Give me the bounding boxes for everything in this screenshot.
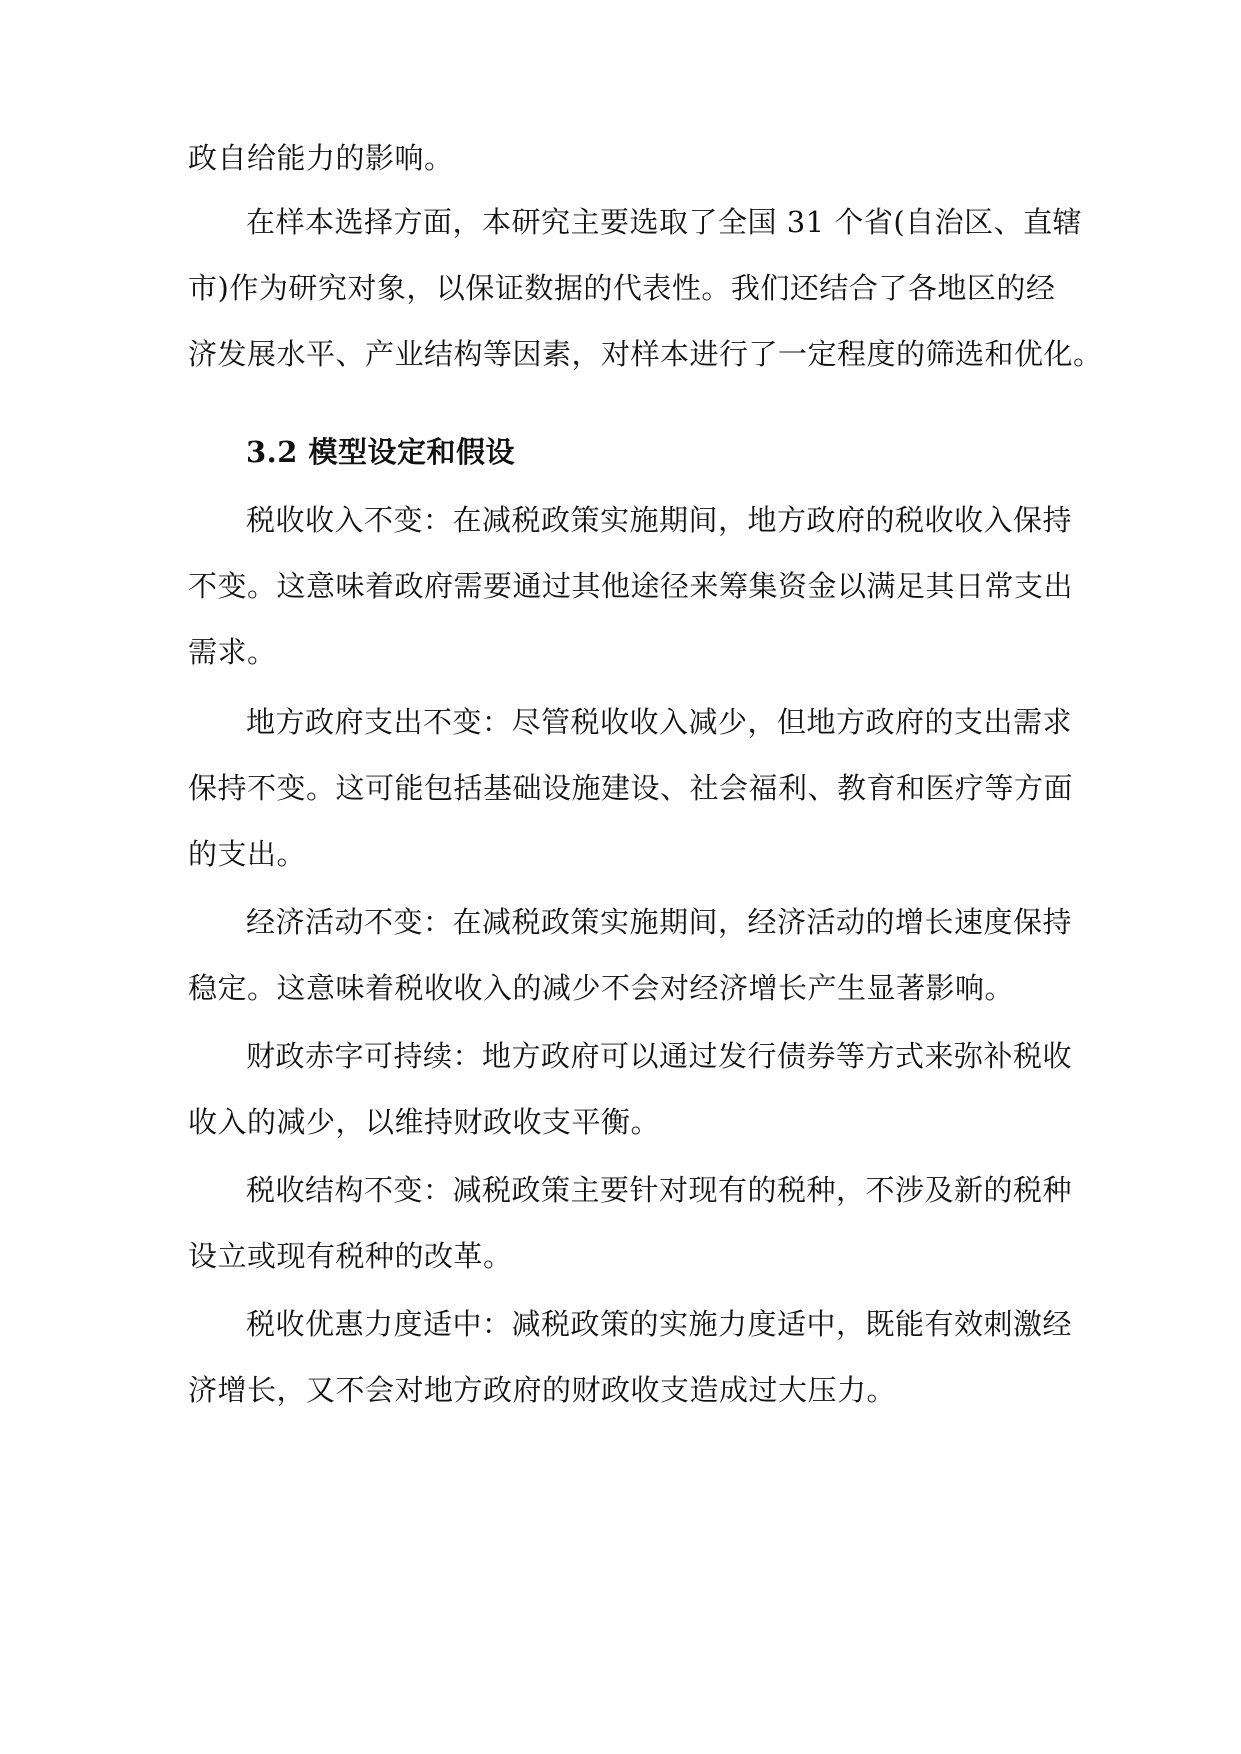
text-line: 税收结构不变：减税政策主要针对现有的税种，不涉及新的税种 bbox=[246, 1173, 1073, 1207]
text-line: 济增长，又不会对地方政府的财政收支造成过大压力。 bbox=[188, 1373, 897, 1407]
text-line: 政自给能力的影响。 bbox=[188, 141, 454, 175]
text-line: 的支出。 bbox=[188, 837, 307, 871]
text-line: 经济活动不变：在减税政策实施期间，经济活动的增长速度保持 bbox=[246, 905, 1073, 939]
text-line: 收入的减少，以维持财政收支平衡。 bbox=[188, 1105, 661, 1139]
text-line: 市)作为研究对象，以保证数据的代表性。我们还结合了各地区的经 bbox=[188, 271, 1056, 305]
text-line: 需求。 bbox=[188, 635, 277, 669]
text-line: 不变。这意味着政府需要通过其他途径来筹集资金以满足其日常支出 bbox=[188, 569, 1074, 603]
text-line: 设立或现有税种的改革。 bbox=[188, 1239, 513, 1273]
text-line: 在样本选择方面，本研究主要选取了全国 31 个省(自治区、直辖 bbox=[246, 205, 1083, 239]
section-heading: 3.2 模型设定和假设 bbox=[246, 435, 516, 469]
text-line: 税收优惠力度适中：减税政策的实施力度适中，既能有效刺激经 bbox=[246, 1307, 1073, 1341]
text-line: 税收收入不变：在减税政策实施期间，地方政府的税收收入保持 bbox=[246, 503, 1073, 537]
text-line: 保持不变。这可能包括基础设施建设、社会福利、教育和医疗等方面 bbox=[188, 771, 1074, 805]
text-line: 财政赤字可持续：地方政府可以通过发行债券等方式来弥补税收 bbox=[246, 1039, 1073, 1073]
text-line: 济发展水平、产业结构等因素，对样本进行了一定程度的筛选和优化。 bbox=[188, 337, 1103, 371]
text-line: 地方政府支出不变：尽管税收收入减少，但地方政府的支出需求 bbox=[246, 705, 1073, 739]
text-line: 稳定。这意味着税收收入的减少不会对经济增长产生显著影响。 bbox=[188, 971, 1015, 1005]
